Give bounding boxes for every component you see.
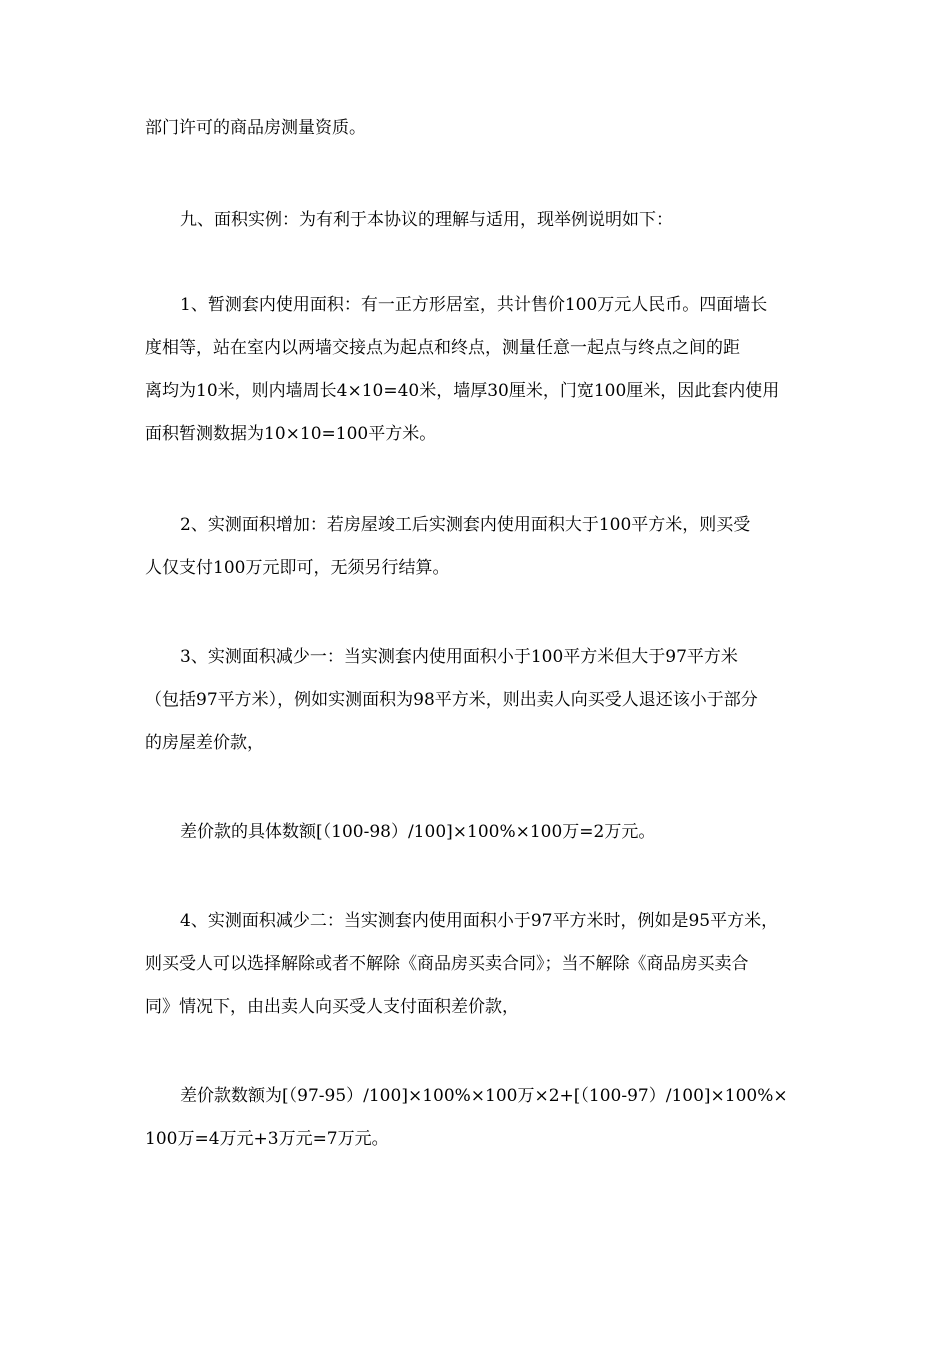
- text-line: 部门许可的商品房测量资质。: [145, 118, 366, 138]
- text-line: 则买受人可以选择解除或者不解除《商品房买卖合同》；当不解除《商品房买卖合: [145, 954, 749, 974]
- text-line: 3、实测面积减少一：当实测套内使用面积小于100平方米但大于97平方米: [180, 647, 738, 667]
- text-line: 离均为10米，则内墙周长4×10=40米，墙厚30厘米，门宽100厘米，因此套内使用: [145, 381, 780, 401]
- text-line: （包括97平方米），例如实测面积为98平方米，则出卖人向买受人退还该小于部分: [145, 690, 758, 710]
- formula-line: 差价款的具体数额[（100-98）/100]×100%×100万=2万元。: [180, 822, 656, 842]
- text-line: 2、实测面积增加：若房屋竣工后实测套内使用面积大于100平方米，则买受: [180, 515, 751, 535]
- text-line: 人仅支付100万元即可，无须另行结算。: [145, 558, 450, 578]
- text-line: 1、暂测套内使用面积：有一正方形居室，共计售价100万元人民币。四面墙长: [180, 295, 768, 315]
- formula-line: 100万=4万元+3万元=7万元。: [145, 1129, 389, 1149]
- text-line: 4、实测面积减少二：当实测套内使用面积小于97平方米时，例如是95平方米，: [180, 911, 779, 931]
- formula-line: 差价款数额为[（97-95）/100]×100%×100万×2+[（100-97）/100]×100%×: [180, 1086, 788, 1106]
- text-line: 的房屋差价款，: [145, 733, 264, 753]
- text-line: 度相等，站在室内以两墙交接点为起点和终点，测量任意一起点与终点之间的距: [145, 338, 740, 358]
- text-line: 面积暂测数据为10×10=100平方米。: [145, 424, 437, 444]
- section-heading: 九、面积实例：为有利于本协议的理解与适用，现举例说明如下：: [180, 210, 673, 230]
- text-line: 同》情况下，由出卖人向买受人支付面积差价款，: [145, 997, 519, 1017]
